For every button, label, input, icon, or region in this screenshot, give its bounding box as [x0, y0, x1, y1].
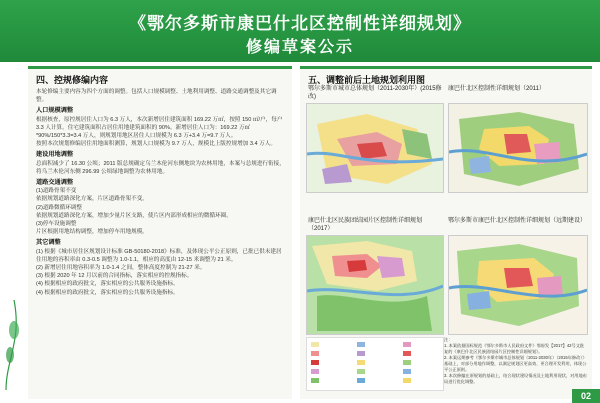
note-2: 2. 本案远期参考《鄂尔多斯市城市总体规划（2011-2030年）（2015年修改）》基础上，对部分用地作调整，以满足规划区更高效、更合理开发利用，体现公平公正原则。 [444, 355, 587, 372]
map-caption-4: 鄂尔多斯市康巴什北区控制性详细规划（远期建设） [448, 218, 587, 224]
other-item-3: (3) 根据 2020 年 12 月以前的合同指标，落实相应的控规指标。 [36, 273, 193, 280]
page-title: 《鄂尔多斯市康巴什北区控制性详细规划》 [129, 14, 471, 33]
page-number: 02 [572, 389, 600, 403]
section-title-content: 四、控规修编内容 [36, 75, 109, 85]
population-heading: 人口规模调整 [36, 107, 74, 115]
other-item-5: (4) 根据相应的政府批文，落实相应的公共服务设施指标。 [36, 289, 179, 296]
note-1: 1. 本案依据国标规范《鄂尔多斯市人民政府文件》鄂府发【2017】42号文批复的《康巴什北区民族团结园片区控制性详细规划》。 [444, 343, 585, 354]
intro-paragraph: 本轮修编主要内容为四个方面的调整。包括人口规模调整、土地利用调整、道路交通调整及其它调整。 [36, 89, 277, 104]
other-item-4: (4) 根据相应的政府批文，落实相应的公共服务设施指标。 [36, 281, 179, 288]
map-notes [444, 337, 588, 385]
roads-item-2: (2)道路微循环调整 [36, 204, 82, 211]
map-caption-2: 康巴什北区控制性详细规划（2011） [448, 86, 545, 92]
population-paragraph-1: 根据核查，原控规居住人口为 6.3 万人，本次新增居住建筑面积 169.22 万㎡，按照 150 ㎡/户，每户 3.3 人计算。住宅建筑面积占居住用地建筑面积的 90%。新增居住人口为：169.22 万㎡*90%/150*3.3=3.4 万人，则规划用地区居住人口规模为 6.3 万+3.4 万=9.7 万人。 [36, 116, 283, 140]
map-image-1 [306, 103, 444, 193]
land-heading: 建设用地调整 [36, 151, 74, 159]
section-title-maps: 五、调整前后土地规划利用图 [308, 75, 426, 85]
population-paragraph-2: 按照本次规划修编居住用地面积测算，规划人口规模为 9.7 万人，规模比上版控规增加 3.4 万人。 [36, 141, 276, 148]
roads-item-2-detail: 依据规划道路深化方案，增加少量片区支路，使片区内部形成相应的微循环圈。 [36, 212, 232, 219]
map-image-2 [448, 103, 588, 193]
map-caption-3: 康巴什北区民族团结园片区控制性详细规划（2017） [308, 218, 423, 232]
left-panel [28, 66, 292, 399]
other-item-1: (1) 根据《城市居住区规划设计标准 GB-50180-2018》标准，及体现公平公正原则，已批已供未建居住用地的容积率由 0.3-0.5 调整为 1.0-1.1，相应的高度由 12-15 米调整为 21 米。 [36, 248, 282, 263]
map-image-3 [306, 235, 444, 335]
roads-item-1: (1)道路骨架不变 [36, 188, 77, 195]
roads-item-1-detail: 依据规划道路深化方案，片区道路骨架不变。 [36, 196, 148, 203]
other-heading: 其它调整 [36, 239, 61, 247]
page-header [0, 0, 600, 62]
note-3: 3. 本次修编在原规划的基础上，结合现状建设情况及土地利用现状，对用地布局进行优化调整。 [444, 373, 587, 384]
map-image-4 [448, 235, 588, 335]
page-subtitle: 修编草案公示 [245, 39, 354, 56]
right-panel [300, 66, 592, 399]
decorative-leaf-icon [4, 300, 24, 390]
map-caption-1: 鄂尔多斯市城市总体规划（2011-2030年）(2015修改) [308, 86, 442, 100]
land-paragraph: 总面积减少了 16.30 公顷；2011 版总规确定乌兰木伦河东侧地块为农林用地，本案与总规进行衔接，将乌兰木伦河东侧 296.99 公顷绿地调整为农林用地。 [36, 160, 285, 175]
roads-heading: 道路交通调整 [36, 179, 74, 187]
roads-item-3: (3)停车设施调整 [36, 221, 77, 228]
other-item-2: (2) 新增居住用地容积率为 1.0-1.4 之间，整体高度控制为 21-27 米。 [36, 265, 206, 272]
map-legend [306, 337, 444, 391]
note-0: 注： [444, 337, 453, 342]
roads-item-3-detail: 片区根据用地结构调整，增加停车用地规模。 [36, 229, 148, 236]
